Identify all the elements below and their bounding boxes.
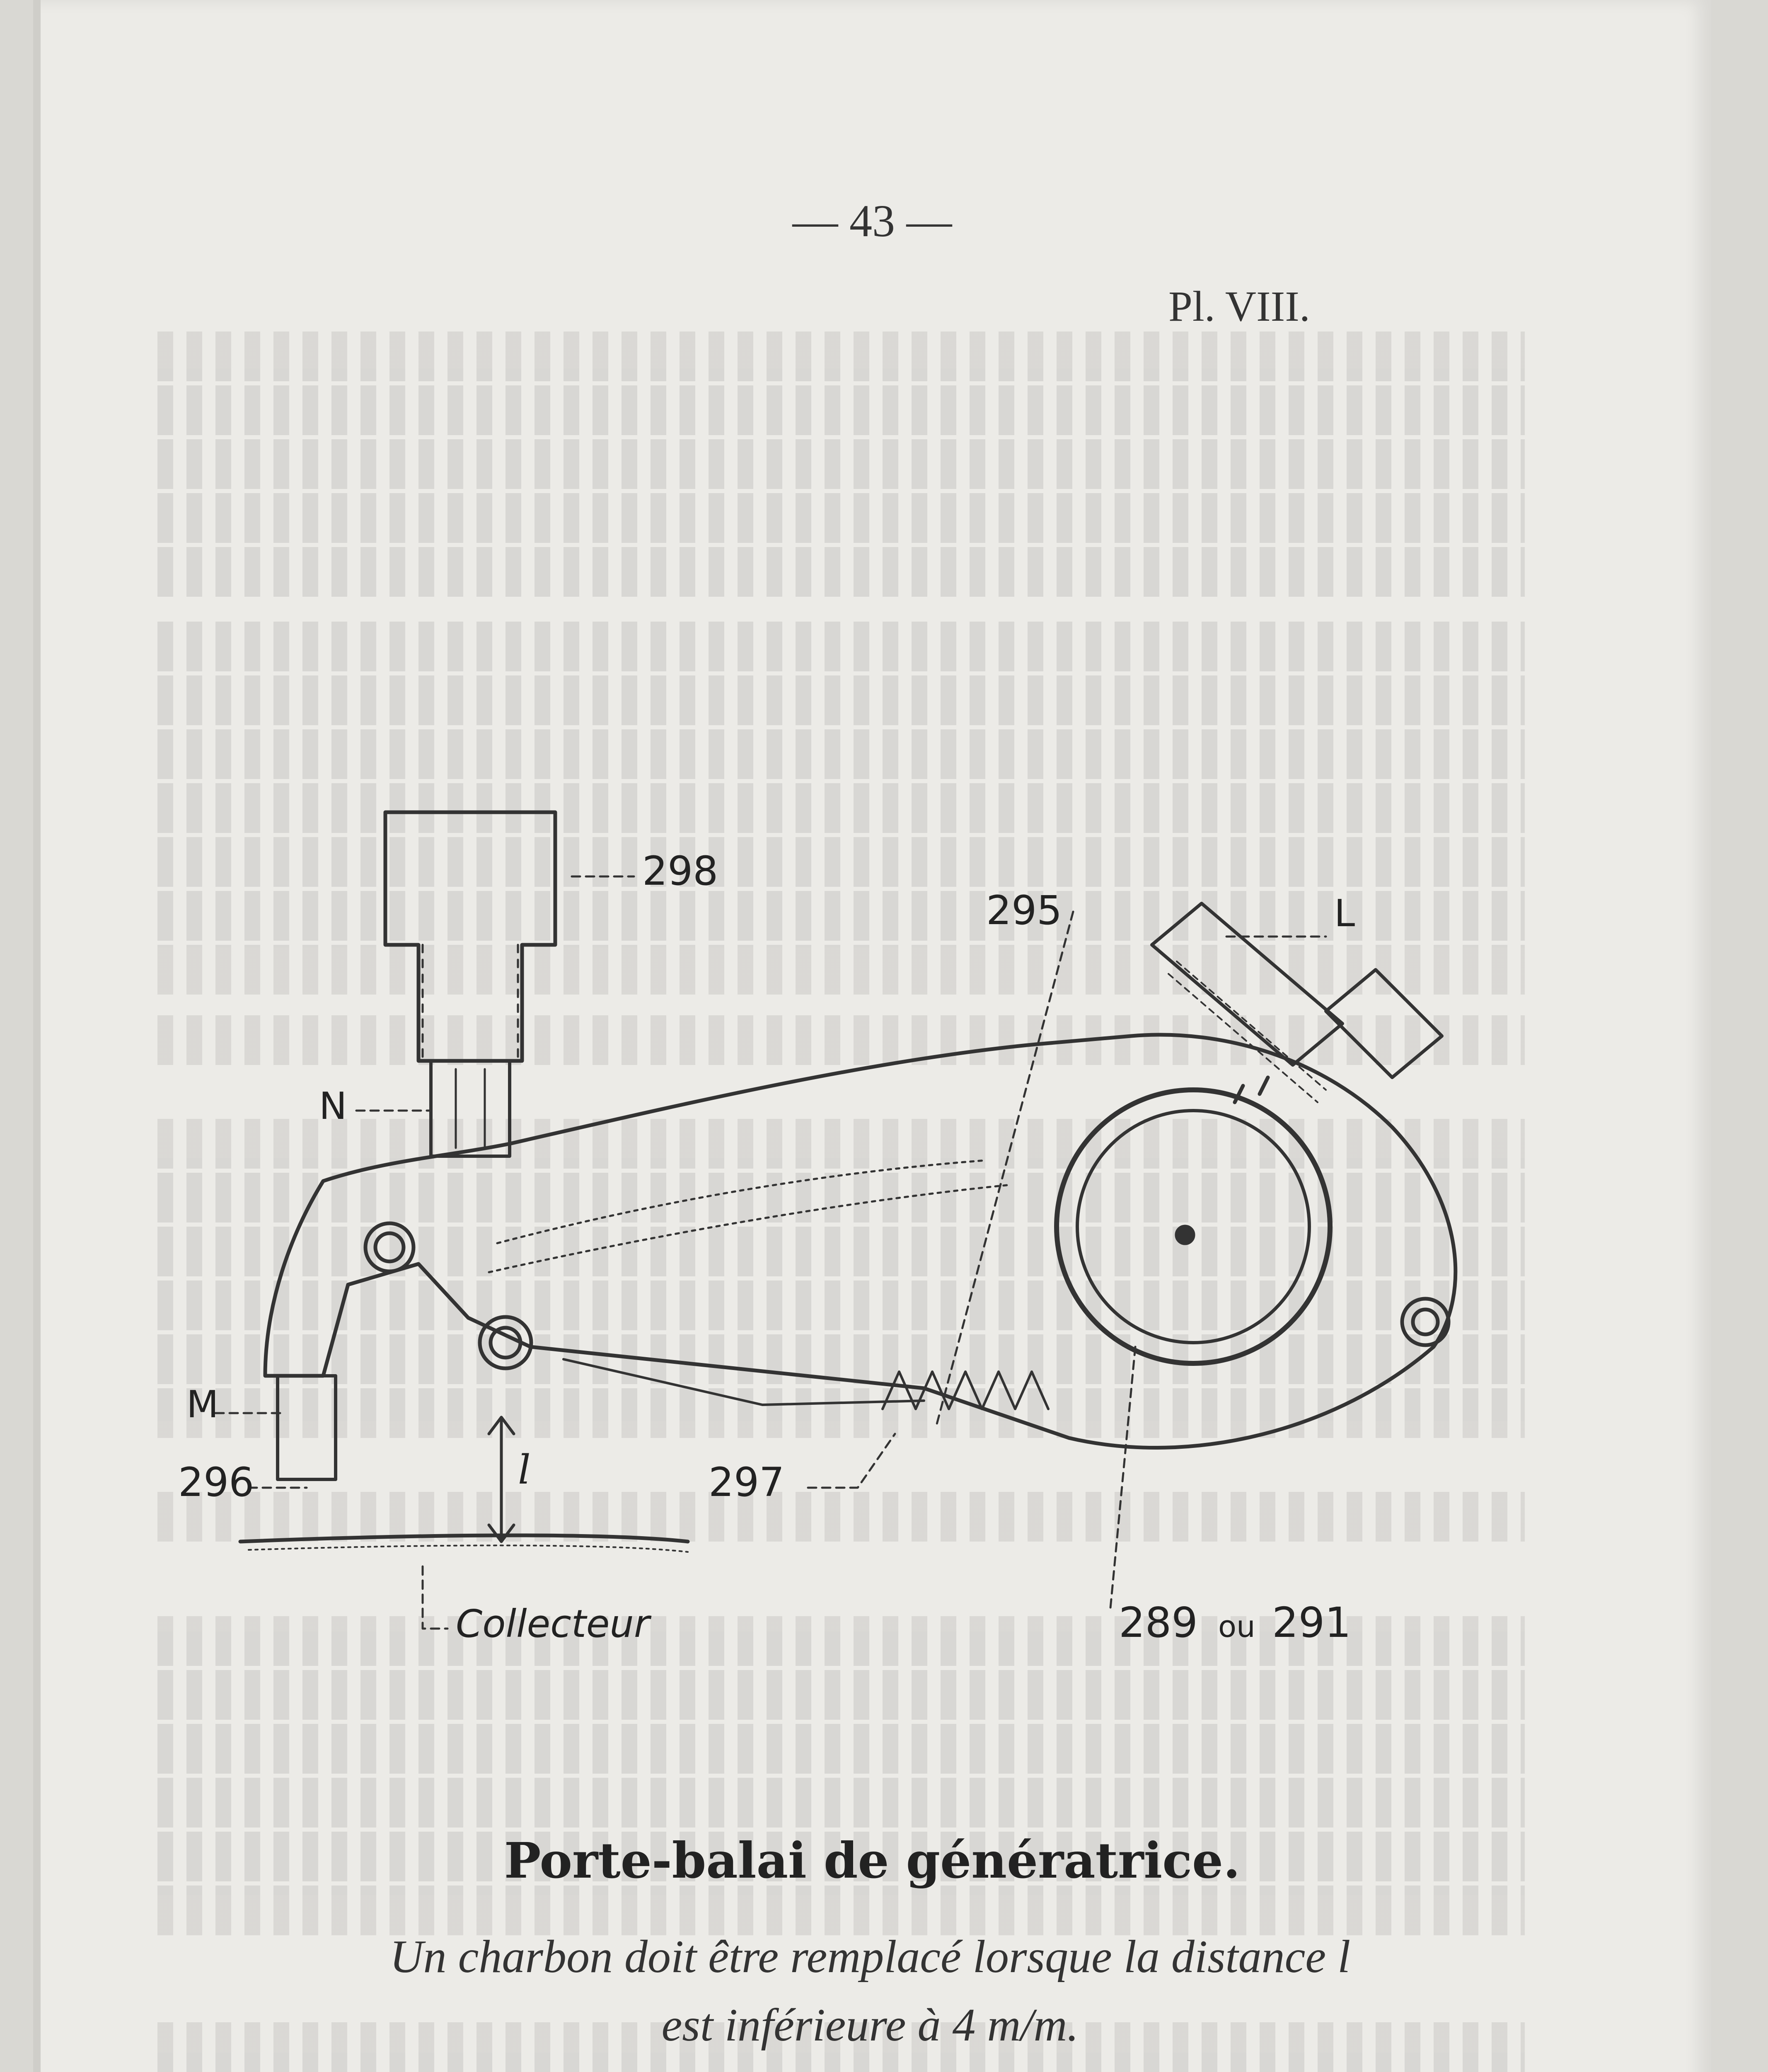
label-289: 289 (1119, 1598, 1198, 1647)
label-297: 297 (709, 1459, 785, 1506)
plate-number: Pl. VIII. (1168, 283, 1310, 330)
label-ou: ou (1218, 1609, 1255, 1644)
label-291: 291 (1272, 1598, 1351, 1647)
label-295: 295 (986, 887, 1062, 934)
page-sheet (33, 0, 1711, 2072)
page-number: — 43 — (792, 196, 952, 246)
figure-caption (170, 1923, 1570, 2060)
nut-n (431, 1061, 510, 1156)
wrench-298 (385, 812, 555, 1061)
label-l-distance: l (518, 1447, 531, 1493)
caption-line-2: est inférieure à 4 m/m. (661, 1999, 1079, 2051)
label-n: N (319, 1084, 347, 1128)
figure-title: Porte-balai de génératrice. (504, 1832, 1241, 1889)
caption-line-1: Un charbon doit être remplacé lorsque la distance l (389, 1931, 1351, 1982)
collector (240, 1535, 688, 1542)
label-298: 298 (642, 848, 718, 894)
label-296: 296 (178, 1459, 254, 1506)
brush-holder-arm (265, 1035, 1456, 1448)
label-l-upper: L (1334, 892, 1355, 935)
brush-holder-diagram (33, 0, 1711, 2072)
label-m: M (186, 1383, 219, 1426)
ring-295 (1057, 1090, 1330, 1363)
distance-l (489, 1417, 514, 1542)
label-collecteur: Collecteur (456, 1602, 650, 1646)
brush-296 (278, 1376, 336, 1479)
spring-297 (564, 1359, 1048, 1409)
